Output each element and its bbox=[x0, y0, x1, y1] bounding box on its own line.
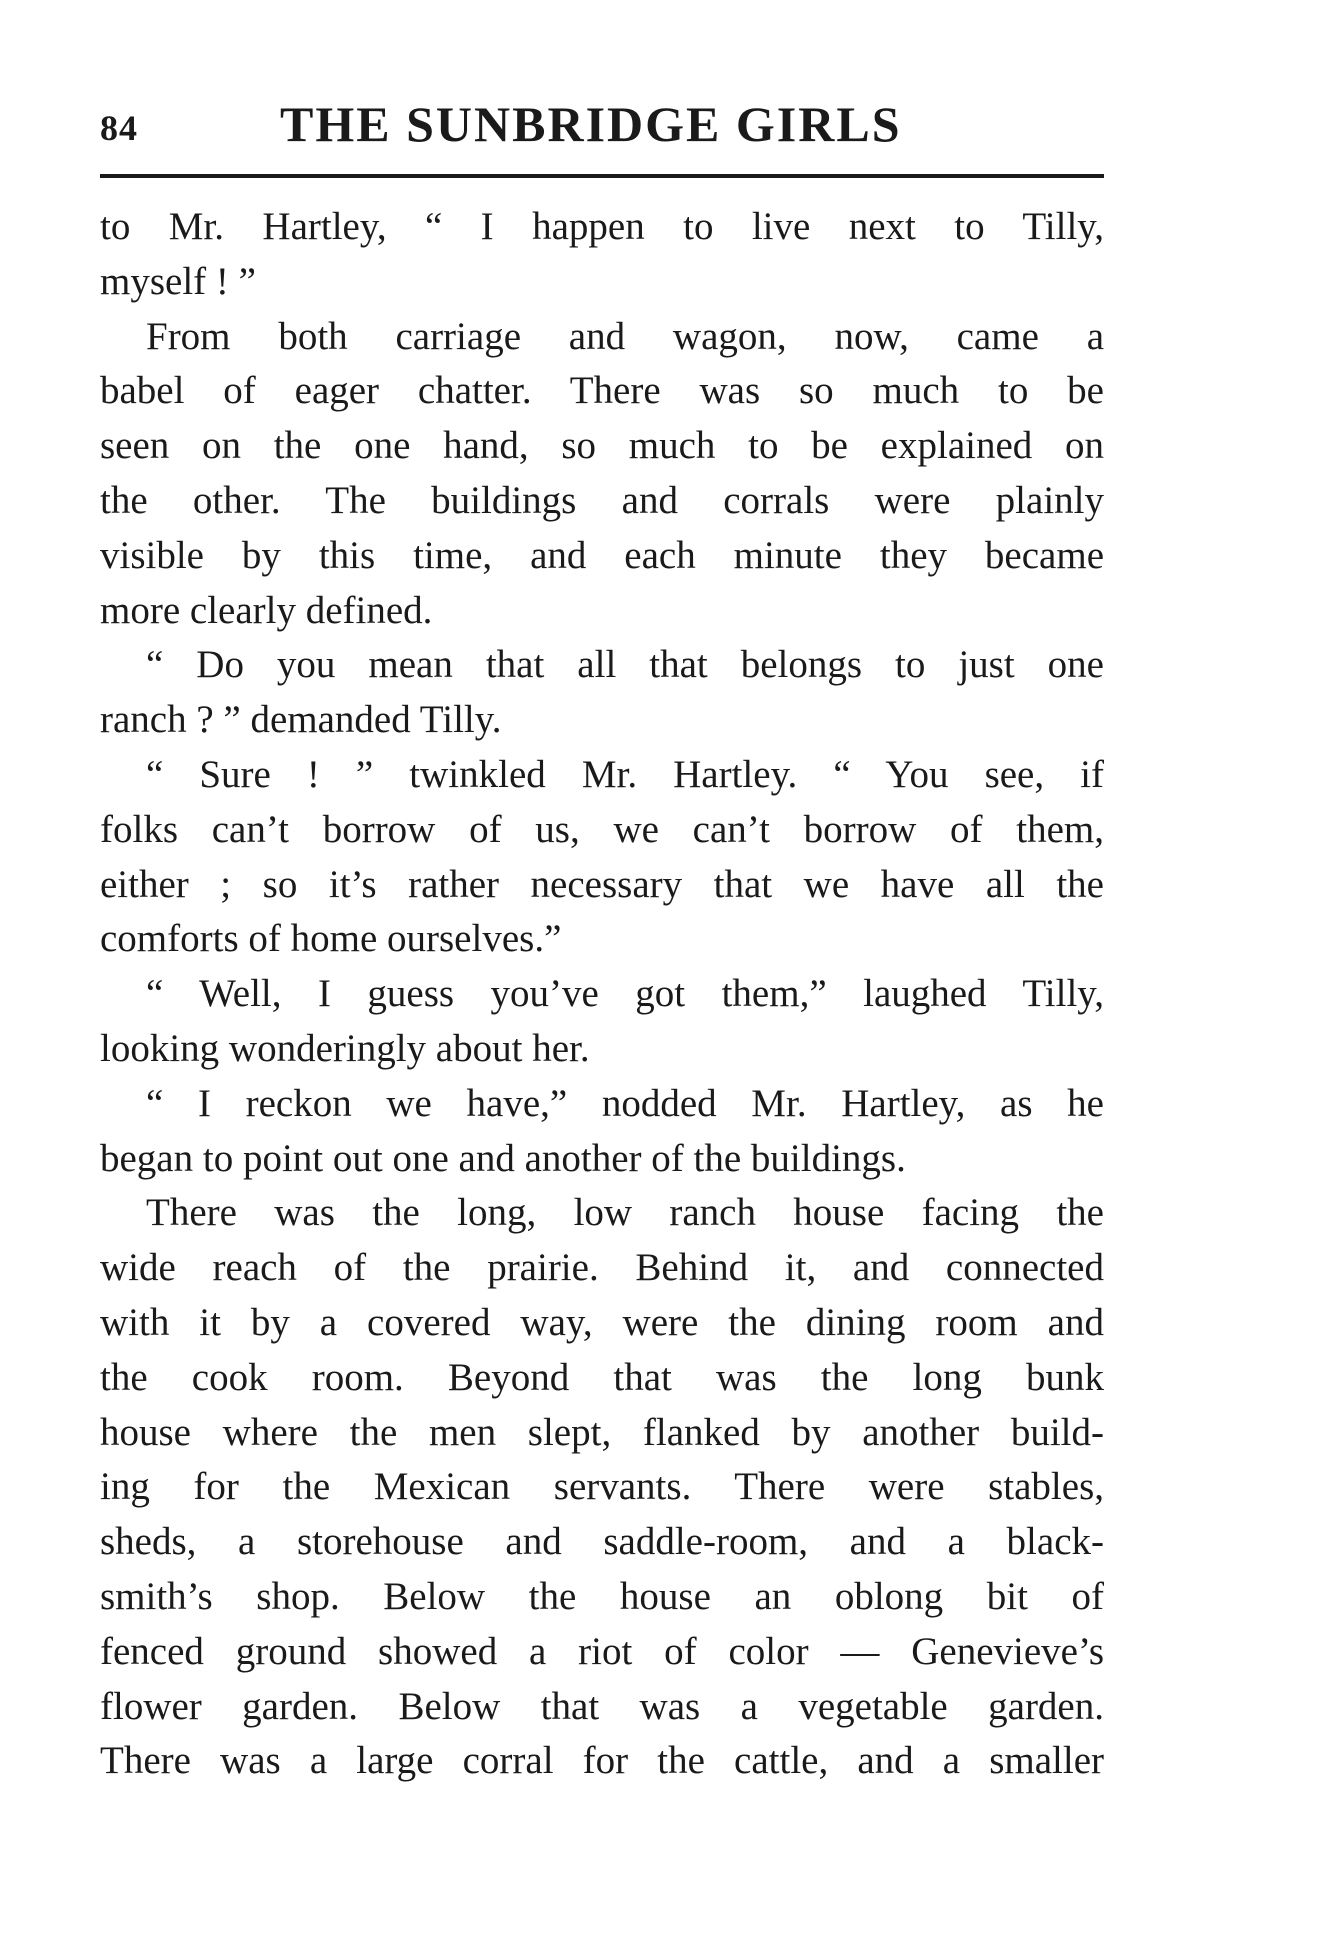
text-line: the other. The buildings and corrals were plainly bbox=[100, 478, 1104, 522]
text-line: more clearly defined. bbox=[100, 588, 433, 632]
text-line: ing for the Mexican servants. There were stables, bbox=[100, 1465, 1104, 1509]
text-line: There was a large corral for the cattle, and a smaller bbox=[100, 1739, 1104, 1783]
page-header bbox=[100, 95, 1102, 165]
text-line: myself ! ” bbox=[100, 259, 256, 303]
text-line: house where the men slept, flanked by another build- bbox=[100, 1410, 1104, 1454]
text-line: “ Well, I guess you’ve got them,” laughed Tilly, bbox=[146, 972, 1104, 1016]
text-line: looking wonderingly about her. bbox=[100, 1026, 590, 1070]
text-line: fenced ground showed a riot of color — Genevieve’s bbox=[100, 1629, 1104, 1673]
text-line: began to point out one and another of the buildings. bbox=[100, 1136, 906, 1180]
text-line: babel of eager chatter. There was so much to be bbox=[100, 369, 1104, 413]
page-number: 84 bbox=[100, 108, 138, 148]
text-line: the cook room. Beyond that was the long bunk bbox=[100, 1355, 1104, 1399]
text-line: seen on the one hand, so much to be explained on bbox=[100, 424, 1104, 468]
text-line: flower garden. Below that was a vegetable garden. bbox=[100, 1684, 1104, 1728]
header-rule bbox=[100, 174, 1104, 178]
text-line: either ; so it’s rather necessary that we have all the bbox=[100, 862, 1104, 906]
text-line: wide reach of the prairie. Behind it, and connected bbox=[100, 1246, 1104, 1290]
text-line: From both carriage and wagon, now, came a bbox=[146, 314, 1104, 358]
text-line: “ Do you mean that all that belongs to just one bbox=[146, 643, 1104, 687]
text-line: “ Sure ! ” twinkled Mr. Hartley. “ You see, if bbox=[146, 752, 1104, 796]
text-line: with it by a covered way, were the dining room and bbox=[100, 1300, 1104, 1344]
body-text bbox=[100, 200, 1104, 1789]
text-line: to Mr. Hartley, “ I happen to live next to Tilly, bbox=[100, 205, 1104, 248]
text-line: “ I reckon we have,” nodded Mr. Hartley, as he bbox=[146, 1081, 1104, 1125]
text-line: visible by this time, and each minute they became bbox=[100, 533, 1104, 577]
text-line: There was the long, low ranch house facing the bbox=[146, 1191, 1104, 1235]
text-line: comforts of home ourselves.” bbox=[100, 917, 562, 961]
text-line: smith’s shop. Below the house an oblong bit of bbox=[100, 1574, 1104, 1618]
text-line: ranch ? ” demanded Tilly. bbox=[100, 698, 502, 742]
text-line: folks can’t borrow of us, we can’t borrow of them, bbox=[100, 807, 1104, 851]
text-line: sheds, a storehouse and saddle-room, and a black- bbox=[100, 1520, 1104, 1564]
running-title: THE SUNBRIDGE GIRLS bbox=[280, 96, 902, 152]
